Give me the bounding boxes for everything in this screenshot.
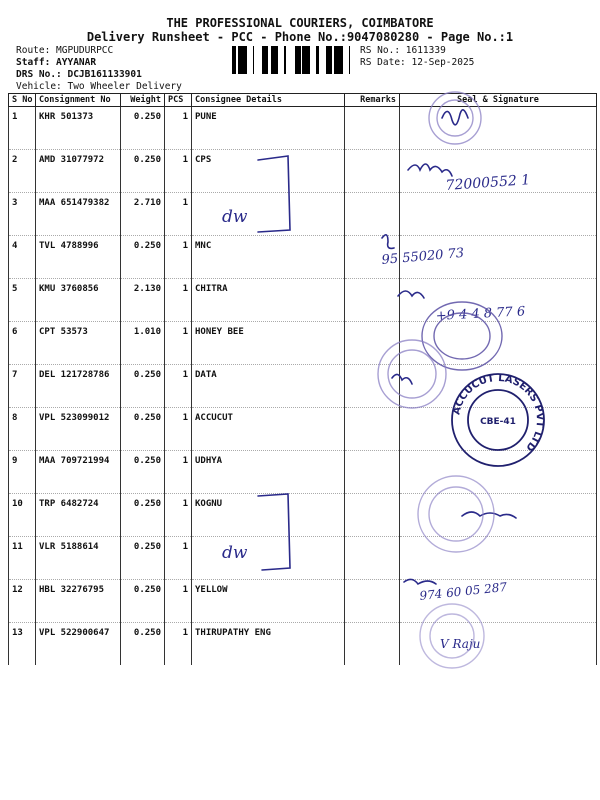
table-row xyxy=(9,365,597,408)
cell-consignment: VLR 5188614 xyxy=(36,537,121,580)
cell-sno: 7 xyxy=(9,365,36,408)
cell-signature xyxy=(400,322,597,365)
cell-consignee: KOGNU xyxy=(192,494,345,537)
cell-signature xyxy=(400,279,597,322)
cell-pcs: 1 xyxy=(165,623,192,666)
cell-consignment: KMU 3760856 xyxy=(36,279,121,322)
cell-consignment: AMD 31077972 xyxy=(36,150,121,193)
cell-sno: 10 xyxy=(9,494,36,537)
cell-consignment: HBL 32276795 xyxy=(36,580,121,623)
cell-pcs: 1 xyxy=(165,107,192,150)
cell-pcs: 1 xyxy=(165,365,192,408)
header-signature: Seal & Signature xyxy=(400,94,597,107)
header-remarks: Remarks xyxy=(345,94,400,107)
cell-pcs: 1 xyxy=(165,193,192,236)
runsheet-info-right xyxy=(360,45,474,69)
cell-signature xyxy=(400,580,597,623)
company-title: THE PROFESSIONAL COURIERS, COIMBATORE xyxy=(166,16,434,30)
handwritten-phone-row2: 72000552 1 xyxy=(445,172,531,194)
cell-consignment: VPL 523099012 xyxy=(36,408,121,451)
cell-weight: 0.250 xyxy=(121,365,165,408)
cell-weight: 0.250 xyxy=(121,537,165,580)
runsheet-subtitle: Delivery Runsheet - PCC - Phone No.:9047080280 - Page No.:1 xyxy=(86,30,514,44)
stamp-company-text: ACCUCUT LASERS PVT LTD xyxy=(451,372,546,453)
cell-sno: 8 xyxy=(9,408,36,451)
table-row xyxy=(9,322,597,365)
cell-consignee: YELLOW xyxy=(192,580,345,623)
cell-consignee: PUNE xyxy=(192,107,345,150)
handwritten-phone-row12: 974 60 05 287 xyxy=(418,579,508,603)
cell-consignment: VPL 522900647 xyxy=(36,623,121,666)
cell-remarks xyxy=(345,236,400,279)
cell-weight: 0.250 xyxy=(121,623,165,666)
header-sno: S No xyxy=(9,94,36,107)
cell-consignee: MNC xyxy=(192,236,345,279)
cell-remarks xyxy=(345,107,400,150)
cell-signature xyxy=(400,150,597,193)
cell-consignment: TRP 6482724 xyxy=(36,494,121,537)
cell-sno: 3 xyxy=(9,193,36,236)
cell-weight: 1.010 xyxy=(121,322,165,365)
cell-sno: 2 xyxy=(9,150,36,193)
cell-remarks xyxy=(345,494,400,537)
cell-remarks xyxy=(345,408,400,451)
cell-signature xyxy=(400,107,597,150)
cell-pcs: 1 xyxy=(165,279,192,322)
stamp-center-text: CBE-41 xyxy=(480,417,516,427)
cell-weight: 0.250 xyxy=(121,150,165,193)
cell-weight: 0.250 xyxy=(121,580,165,623)
cell-consignee xyxy=(192,537,345,580)
cell-signature xyxy=(400,494,597,537)
route-label: Route: MGPUDURPCC xyxy=(16,45,114,56)
cell-consignee xyxy=(192,193,345,236)
cell-remarks xyxy=(345,623,400,666)
handwritten-phone-row4: 95 55020 73 xyxy=(381,245,465,268)
cell-consignment: DEL 121728786 xyxy=(36,365,121,408)
cell-consignee: THIRUPATHY ENG xyxy=(192,623,345,666)
table-row xyxy=(9,150,597,193)
cell-remarks xyxy=(345,580,400,623)
handwritten-phone-row6: +9 4 4 8 77 6 xyxy=(435,304,526,324)
cell-pcs: 1 xyxy=(165,236,192,279)
cell-pcs: 1 xyxy=(165,494,192,537)
cell-pcs: 1 xyxy=(165,408,192,451)
cell-weight: 0.250 xyxy=(121,408,165,451)
staff-label: Staff: AYYANAR xyxy=(16,57,97,68)
cell-consignee: ACCUCUT xyxy=(192,408,345,451)
rs-date: RS Date: 12-Sep-2025 xyxy=(360,57,475,68)
handwritten-initials-2: dw xyxy=(222,543,248,563)
table-row xyxy=(9,494,597,537)
cell-consignee: UDHYA xyxy=(192,451,345,494)
cell-remarks xyxy=(345,150,400,193)
cell-sno: 4 xyxy=(9,236,36,279)
cell-pcs: 1 xyxy=(165,537,192,580)
cell-signature xyxy=(400,193,597,236)
rs-number: RS No.: 1611339 xyxy=(360,45,446,56)
cell-sno: 11 xyxy=(9,537,36,580)
cell-weight: 0.250 xyxy=(121,494,165,537)
runsheet-info-left xyxy=(16,45,182,93)
handwritten-initials-1: dw xyxy=(222,207,248,227)
cell-weight: 0.250 xyxy=(121,451,165,494)
table-row xyxy=(9,107,597,150)
cell-sno: 13 xyxy=(9,623,36,666)
cell-remarks xyxy=(345,322,400,365)
cell-pcs: 1 xyxy=(165,580,192,623)
cell-pcs: 1 xyxy=(165,451,192,494)
header-pcs: PCS xyxy=(165,94,192,107)
cell-weight: 2.710 xyxy=(121,193,165,236)
cell-weight: 0.250 xyxy=(121,236,165,279)
cell-signature xyxy=(400,236,597,279)
cell-sno: 6 xyxy=(9,322,36,365)
cell-signature xyxy=(400,451,597,494)
cell-remarks xyxy=(345,279,400,322)
cell-consignment: TVL 4788996 xyxy=(36,236,121,279)
cell-sno: 1 xyxy=(9,107,36,150)
cell-consignment: MAA 709721994 xyxy=(36,451,121,494)
cell-remarks xyxy=(345,365,400,408)
cell-signature xyxy=(400,408,597,451)
cell-consignment: CPT 53573 xyxy=(36,322,121,365)
table-row xyxy=(9,451,597,494)
cell-consignee: CHITRA xyxy=(192,279,345,322)
header-consignment: Consignment No xyxy=(36,94,121,107)
cell-sno: 5 xyxy=(9,279,36,322)
delivery-table xyxy=(8,93,597,665)
table-row xyxy=(9,580,597,623)
cell-signature xyxy=(400,623,597,666)
cell-pcs: 1 xyxy=(165,322,192,365)
cell-sno: 12 xyxy=(9,580,36,623)
handwritten-name-row13: V Raju xyxy=(440,637,481,651)
cell-signature xyxy=(400,365,597,408)
table-row xyxy=(9,236,597,279)
cell-consignee: HONEY BEE xyxy=(192,322,345,365)
table-header-row xyxy=(9,94,597,107)
table-row xyxy=(9,193,597,236)
cell-weight: 2.130 xyxy=(121,279,165,322)
cell-consignment: KHR 501373 xyxy=(36,107,121,150)
vehicle-label: Vehicle: Two Wheeler Delivery xyxy=(16,81,182,92)
cell-consignment: MAA 651479382 xyxy=(36,193,121,236)
cell-remarks xyxy=(345,193,400,236)
table-row xyxy=(9,623,597,666)
cell-consignee: CPS xyxy=(192,150,345,193)
drs-label: DRS No.: DCJB161133901 xyxy=(16,69,142,80)
header-consignee: Consignee Details xyxy=(192,94,345,107)
cell-signature xyxy=(400,537,597,580)
header-weight: Weight xyxy=(121,94,165,107)
cell-pcs: 1 xyxy=(165,150,192,193)
cell-sno: 9 xyxy=(9,451,36,494)
cell-remarks xyxy=(345,537,400,580)
barcode-icon xyxy=(232,46,356,74)
cell-weight: 0.250 xyxy=(121,107,165,150)
table-row xyxy=(9,408,597,451)
cell-remarks xyxy=(345,451,400,494)
table-row xyxy=(9,537,597,580)
cell-consignee: DATA xyxy=(192,365,345,408)
table-row xyxy=(9,279,597,322)
